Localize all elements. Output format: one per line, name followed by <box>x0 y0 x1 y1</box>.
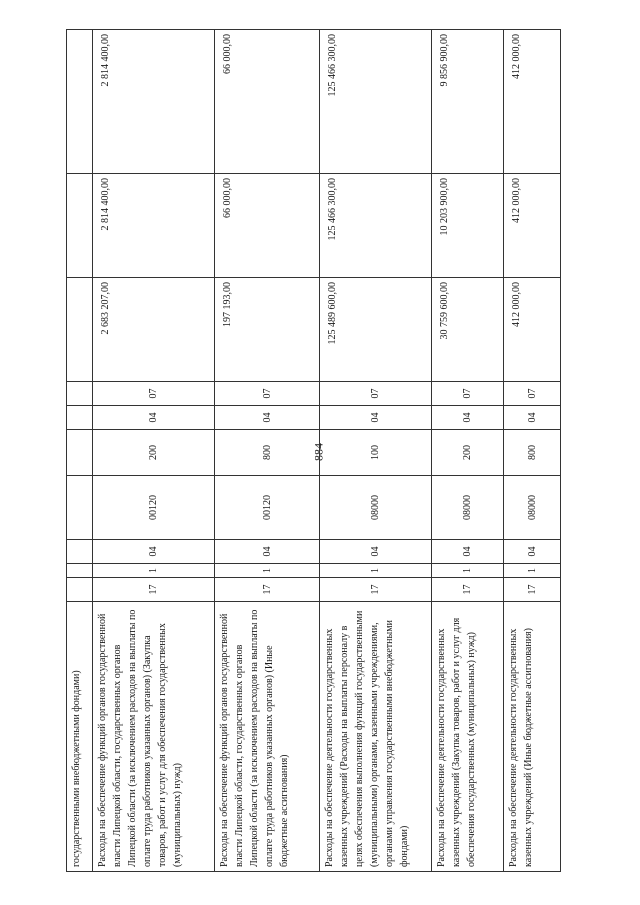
code-program: 1 <box>320 564 432 578</box>
amount-year-1: 197 193,00 <box>215 278 320 382</box>
empty-cell <box>67 382 93 406</box>
code-section: 04 <box>320 406 432 430</box>
empty-cell <box>67 30 93 174</box>
empty-cell <box>67 540 93 564</box>
code-direction: 00120 <box>215 476 320 540</box>
code-section: 04 <box>93 406 215 430</box>
code-expense-type: 800 <box>504 430 561 476</box>
code-subprogram: 04 <box>320 540 432 564</box>
amount-year-2: 125 466 300,00 <box>320 174 432 278</box>
table-row <box>320 30 432 872</box>
amount-year-2: 412 000,00 <box>504 174 561 278</box>
amount-year-3: 412 000,00 <box>504 30 561 174</box>
code-section: 04 <box>432 406 504 430</box>
code-admin: 17 <box>320 578 432 602</box>
empty-cell <box>67 174 93 278</box>
empty-cell <box>67 430 93 476</box>
empty-cell <box>67 578 93 602</box>
table-row <box>93 30 215 872</box>
row-description: Расходы на обеспечение деятельности государственных казенных учреждений (Закупка товаров, работ и услуг для обеспечения государственных (муниципальных) нужд) <box>432 602 504 872</box>
page-number: 884 <box>311 443 326 461</box>
code-subprogram: 04 <box>432 540 504 564</box>
code-subprogram: 04 <box>215 540 320 564</box>
amount-year-3: 2 814 400,00 <box>93 30 215 174</box>
amount-year-3: 9 856 900,00 <box>432 30 504 174</box>
code-subprogram: 04 <box>504 540 561 564</box>
row-description: Расходы на обеспечение деятельности государственных казенных учреждений (Иные бюджетные ассигнования) <box>504 602 561 872</box>
amount-year-1: 125 489 600,00 <box>320 278 432 382</box>
code-subsection: 07 <box>432 382 504 406</box>
table-row <box>67 30 93 872</box>
budget-table <box>66 29 561 872</box>
amount-year-1: 30 759 600,00 <box>432 278 504 382</box>
code-direction: 08000 <box>320 476 432 540</box>
code-direction: 08000 <box>504 476 561 540</box>
amount-year-1: 2 683 207,00 <box>93 278 215 382</box>
empty-cell <box>67 564 93 578</box>
amount-year-3: 66 000,00 <box>215 30 320 174</box>
code-program: 1 <box>93 564 215 578</box>
code-admin: 17 <box>504 578 561 602</box>
row-description: государственными внебюджетными фондами) <box>67 602 93 872</box>
budget-table-wrapper <box>66 30 560 872</box>
table-row <box>432 30 504 872</box>
code-subsection: 07 <box>320 382 432 406</box>
code-expense-type: 200 <box>432 430 504 476</box>
row-description: Расходы на обеспечение деятельности государственных казенных учреждений (Расходы на выплаты персоналу в целях обеспечения выполнения функций государственными (муниципальными) органами, казенными учреждениями, органами управления государственными внебюджетными фондами) <box>320 602 432 872</box>
budget-table-rotated <box>66 30 560 872</box>
code-subsection: 07 <box>504 382 561 406</box>
code-subsection: 07 <box>215 382 320 406</box>
code-program: 1 <box>504 564 561 578</box>
table-row <box>215 30 320 872</box>
code-section: 04 <box>215 406 320 430</box>
code-direction: 00120 <box>93 476 215 540</box>
code-expense-type: 800 <box>215 430 320 476</box>
row-description: Расходы на обеспечение функций органов государственной власти Липецкой области, государственных органов Липецкой области (за исключением расходов на выплаты по оплате труда работников указанных органов) (Иные бюджетные ассигнования) <box>215 602 320 872</box>
empty-cell <box>67 406 93 430</box>
code-admin: 17 <box>215 578 320 602</box>
code-expense-type: 200 <box>93 430 215 476</box>
amount-year-3: 125 466 300,00 <box>320 30 432 174</box>
code-program: 1 <box>432 564 504 578</box>
code-program: 1 <box>215 564 320 578</box>
table-row <box>504 30 561 872</box>
amount-year-2: 10 203 900,00 <box>432 174 504 278</box>
amount-year-2: 2 814 400,00 <box>93 174 215 278</box>
empty-cell <box>67 476 93 540</box>
code-direction: 08000 <box>432 476 504 540</box>
code-admin: 17 <box>93 578 215 602</box>
code-admin: 17 <box>432 578 504 602</box>
amount-year-2: 66 000,00 <box>215 174 320 278</box>
row-description: Расходы на обеспечение функций органов государственной власти Липецкой области, государственных органов Липецкой области (за исключением расходов на выплаты по оплате труда работников указанных органов) (Закупка товаров, работ и услуг для обеспечения государственных (муниципальных) нужд) <box>93 602 215 872</box>
code-expense-type: 100 <box>320 430 432 476</box>
empty-cell <box>67 278 93 382</box>
code-subsection: 07 <box>93 382 215 406</box>
amount-year-1: 412 000,00 <box>504 278 561 382</box>
code-section: 04 <box>504 406 561 430</box>
code-subprogram: 04 <box>93 540 215 564</box>
